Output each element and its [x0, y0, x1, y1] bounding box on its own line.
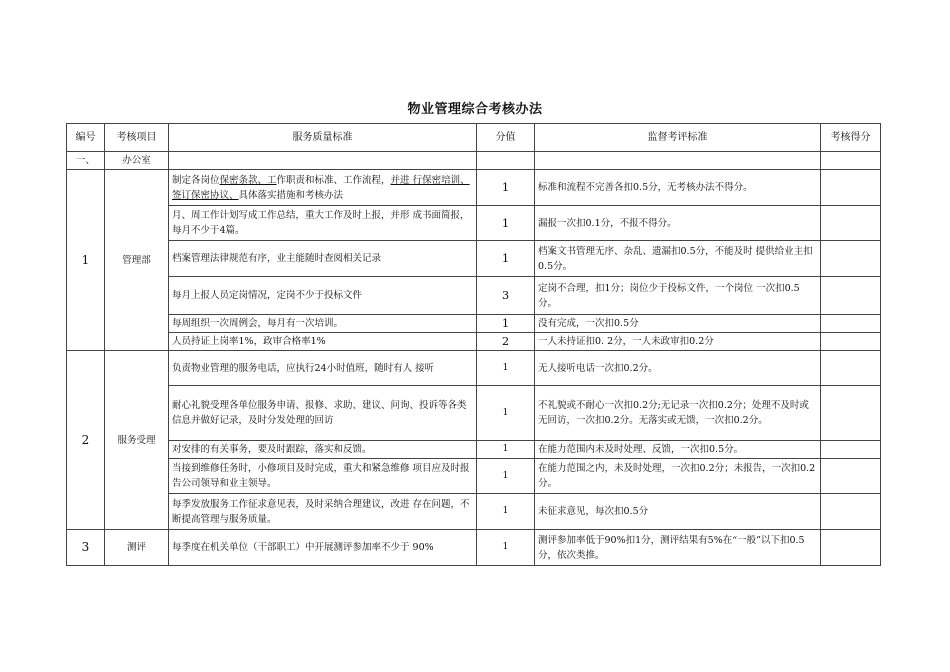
criteria-cell: 漏报一次扣0.1分，不报不得分。: [535, 206, 821, 241]
criteria-cell: 不礼貌或不耐心一次扣0.2分;无记录一次扣0.2分；处理不及时或无回访，一次扣0.2分。无落实或无馈，一次扣0.2分。: [535, 386, 821, 441]
section-name: 办公室: [105, 152, 169, 170]
header-result: 考核得分: [821, 124, 881, 152]
page-title: 物业管理综合考核办法: [407, 102, 543, 117]
result-cell: [821, 459, 881, 494]
criteria-cell: 无人接听电话一次扣0.2分。: [535, 351, 821, 386]
group-name: 测评: [105, 530, 169, 566]
table-row: [67, 206, 881, 241]
standard-cell: 每月上报人员定岗情况，定岗不少于投标文件: [169, 277, 477, 315]
score-cell: 1: [477, 241, 535, 277]
criteria-cell: 一人未持证扣0. 2分，一人未政审扣0.2分: [535, 333, 821, 351]
result-cell: [821, 494, 881, 530]
header-row: [67, 124, 881, 152]
header-no: 编号: [67, 124, 105, 152]
result-cell: [821, 530, 881, 566]
table-row: [67, 530, 881, 566]
group-name: 管理部: [105, 170, 169, 351]
result-cell: [821, 315, 881, 333]
result-cell: [821, 333, 881, 351]
score-cell: 2: [477, 333, 535, 351]
section-row: [67, 152, 881, 170]
table-row: [67, 277, 881, 315]
table-row: [67, 315, 881, 333]
result-cell: [821, 206, 881, 241]
score-cell: 1: [477, 441, 535, 459]
standard-cell: 制定各岗位保密条款、工作职责和标准、工作流程，并进 行保密培训、签订保密协议、具体落实措施和考核办法: [169, 170, 477, 206]
assessment-table: [66, 123, 881, 566]
result-cell: [821, 170, 881, 206]
standard-cell: 对安排的有关事务，要及时跟踪，落实和反馈。: [169, 441, 477, 459]
score-cell: 1: [477, 206, 535, 241]
section-no: 一、: [67, 152, 105, 170]
criteria-cell: 档案文书管理无序、杂乱、遗漏扣0.5分，不能及时 提供给业主扣0.5分。: [535, 241, 821, 277]
group-no: 1: [67, 170, 105, 351]
header-standard: 服务质量标准: [169, 124, 477, 152]
score-cell: 3: [477, 277, 535, 315]
criteria-cell: 未征求意见，每次扣0.5分: [535, 494, 821, 530]
header-score: 分值: [477, 124, 535, 152]
score-cell: 1: [477, 170, 535, 206]
table-row: [67, 459, 881, 494]
standard-cell: 每季发放服务工作征求意见表，及时采纳合理建议，改进 存在问题，不断提高管理与服务质量。: [169, 494, 477, 530]
standard-cell: 档案管理法律规范有序，业主能随时查阅相关记录: [169, 241, 477, 277]
criteria-cell: 在能力范围内未及时处理、反馈，一次扣0.5分。: [535, 441, 821, 459]
score-cell: 1: [477, 386, 535, 441]
standard-cell: 月、周工作计划写成工作总结，重大工作及时上报，并形 成书面简报，每月不少于4篇。: [169, 206, 477, 241]
score-cell: 1: [477, 494, 535, 530]
group-name: 服务受理: [105, 351, 169, 530]
header-criteria: 监督考评标准: [535, 124, 821, 152]
table-row: [67, 386, 881, 441]
result-cell: [821, 241, 881, 277]
table-row: [67, 441, 881, 459]
table-row: [67, 241, 881, 277]
group-no: 2: [67, 351, 105, 530]
result-cell: [821, 351, 881, 386]
criteria-cell: 标准和流程不完善各扣0.5分，无考核办法不得分。: [535, 170, 821, 206]
criteria-cell: 测评参加率低于90%扣1分，测评结果有5%在“一般”以下扣0.5分，依次类推。: [535, 530, 821, 566]
criteria-cell: 定岗不合理，扣1分；岗位少于投标文件，一个岗位 一次扣0.5分。: [535, 277, 821, 315]
score-cell: 1: [477, 459, 535, 494]
score-cell: 1: [477, 351, 535, 386]
score-cell: 1: [477, 530, 535, 566]
group-no: 3: [67, 530, 105, 566]
result-cell: [821, 277, 881, 315]
table-row: [67, 351, 881, 386]
header-item: 考核项目: [105, 124, 169, 152]
standard-cell: 每季度在机关单位（干部职工）中开展测评参加率不少于 90%: [169, 530, 477, 566]
table-row: [67, 170, 881, 206]
criteria-cell: 在能力范围之内，未及时处理，一次扣0.2分；未报告，一次扣0.2分。: [535, 459, 821, 494]
standard-cell: 耐心礼貌受理各单位服务申请、报修、求助、建议、问询、投诉等各类信息并做好记录，及时分发处理的回访: [169, 386, 477, 441]
standard-cell: 每周组织一次周例会，每月有一次培训。: [169, 315, 477, 333]
table-row: [67, 333, 881, 351]
standard-cell: 当接到维修任务时，小修项目及时完成，重大和紧急维修 项目应及时报告公司领导和业主领导。: [169, 459, 477, 494]
standard-cell: 负责物业管理的服务电话，应执行24小时值班，随时有人 接听: [169, 351, 477, 386]
criteria-cell: 没有完成，一次扣0.5分: [535, 315, 821, 333]
result-cell: [821, 386, 881, 441]
score-cell: 1: [477, 315, 535, 333]
result-cell: [821, 441, 881, 459]
standard-cell: 人员持证上岗率1%，政审合格率1%: [169, 333, 477, 351]
table-row: [67, 494, 881, 530]
